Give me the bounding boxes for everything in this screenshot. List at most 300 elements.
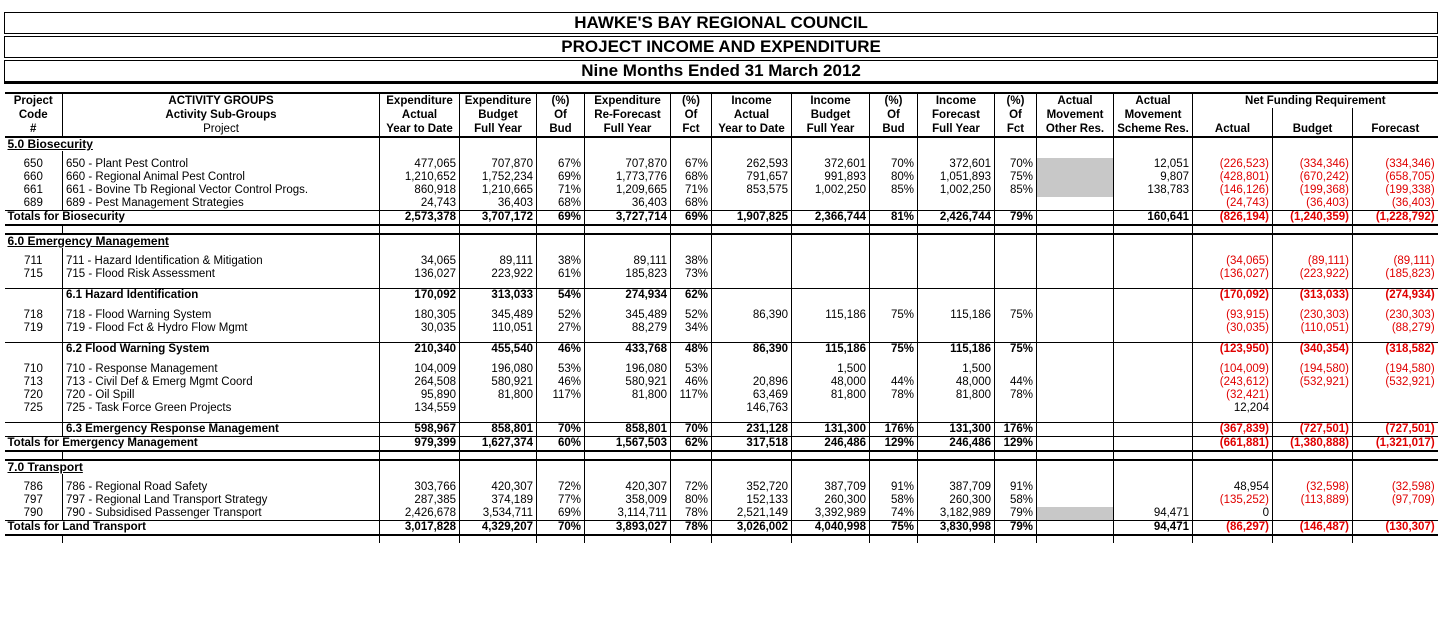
spacer-cell — [5, 281, 63, 289]
value-cell — [1037, 171, 1114, 184]
spacer-cell — [870, 248, 918, 255]
header-cell-exp_budget: Budget — [460, 108, 537, 122]
value-cell: 24,743 — [380, 197, 460, 211]
section-blank — [585, 234, 671, 248]
value-cell: (199,368) — [1273, 184, 1353, 197]
value-cell: 78% — [671, 521, 712, 536]
spacer-cell — [460, 281, 537, 289]
spacer-cell — [1114, 302, 1193, 309]
value-cell: (194,580) — [1353, 363, 1438, 376]
spacer-cell — [671, 415, 712, 423]
value-cell: 67% — [671, 158, 712, 171]
header-cell-inc_actual: Year to Date — [712, 122, 792, 137]
value-cell: (97,709) — [1353, 494, 1438, 507]
value-cell: (136,027) — [1193, 268, 1273, 281]
value-cell: (367,839) — [1193, 423, 1273, 437]
value-cell: 3,026,002 — [712, 521, 792, 536]
spacer-cell — [1353, 535, 1438, 543]
section-blank — [460, 234, 537, 248]
spacer-cell — [380, 302, 460, 309]
spacer-cell — [1037, 415, 1114, 423]
spacer-cell — [380, 356, 460, 363]
value-cell: 260,300 — [918, 494, 995, 507]
spacer-cell — [1114, 535, 1193, 543]
spacer-cell — [1037, 451, 1114, 460]
row-name: 786 - Regional Road Safety — [63, 481, 380, 494]
row-name: 650 - Plant Pest Control — [63, 158, 380, 171]
value-cell: 69% — [537, 211, 585, 226]
value-cell — [1037, 158, 1114, 171]
header-cell-ipct_fct: Of — [995, 108, 1037, 122]
value-cell: 598,967 — [380, 423, 460, 437]
spacer-cell — [1114, 356, 1193, 363]
spacer-cell — [918, 535, 995, 543]
section-blank — [671, 234, 712, 248]
value-cell: 420,307 — [460, 481, 537, 494]
section-blank — [585, 137, 671, 151]
spacer-cell — [1114, 225, 1193, 234]
spacer-cell — [5, 248, 63, 255]
header-cell-activity: Activity Sub-Groups — [63, 108, 380, 122]
spacer-cell — [870, 451, 918, 460]
value-cell: 1,209,665 — [585, 184, 671, 197]
spacer-cell — [1193, 451, 1273, 460]
spacer-cell — [1037, 225, 1114, 234]
value-cell: 420,307 — [585, 481, 671, 494]
value-cell: 60% — [537, 437, 585, 452]
spacer-cell — [460, 248, 537, 255]
spacer-cell — [1273, 474, 1353, 481]
value-cell: 287,385 — [380, 494, 460, 507]
value-cell — [995, 322, 1037, 335]
spacer-row — [5, 281, 1438, 289]
value-cell — [1037, 309, 1114, 322]
spacer-cell — [1037, 535, 1114, 543]
spacer-cell — [1193, 415, 1273, 423]
spacer-cell — [380, 151, 460, 158]
row-name: 725 - Task Force Green Projects — [63, 402, 380, 415]
value-cell: (123,950) — [1193, 343, 1273, 357]
section-blank — [380, 137, 460, 151]
value-cell: 176% — [995, 423, 1037, 437]
section-label: 6.0 Emergency Management — [5, 234, 380, 248]
value-cell: 580,921 — [460, 376, 537, 389]
header-cell-exp_actual: Expenditure — [380, 93, 460, 108]
spacer-cell — [585, 248, 671, 255]
value-cell: (243,612) — [1193, 376, 1273, 389]
spacer-cell — [1273, 335, 1353, 343]
value-cell — [1114, 376, 1193, 389]
header-cell-inc_actual: Actual — [712, 108, 792, 122]
value-cell: (223,922) — [1273, 268, 1353, 281]
value-cell — [712, 322, 792, 335]
project-code: 661 — [23, 184, 43, 196]
table-row — [5, 197, 1438, 211]
project-code: 713 — [23, 376, 43, 388]
row-name: 719 - Flood Fct & Hydro Flow Mgmt — [63, 322, 380, 335]
value-cell: 69% — [671, 211, 712, 226]
value-cell — [1037, 255, 1114, 268]
value-cell: (130,307) — [1353, 521, 1438, 536]
project-code: 650 — [23, 158, 43, 170]
section-blank — [870, 234, 918, 248]
value-cell: 46% — [537, 376, 585, 389]
spacer-cell — [1114, 281, 1193, 289]
spacer-cell — [918, 356, 995, 363]
spacer-row — [5, 225, 1438, 234]
row-name: 6.1 Hazard Identification — [63, 289, 380, 303]
header-cell-code: Code — [18, 109, 48, 121]
value-cell — [1037, 184, 1114, 197]
spacer-cell — [537, 151, 585, 158]
section-blank — [1193, 234, 1273, 248]
value-cell: 69% — [537, 507, 585, 521]
value-cell: 12,204 — [1193, 402, 1273, 415]
header-cell-inc_fcst: Full Year — [918, 122, 995, 137]
value-cell — [1037, 289, 1114, 303]
value-cell: 52% — [537, 309, 585, 322]
value-cell: (199,338) — [1353, 184, 1438, 197]
value-cell: 131,300 — [792, 423, 870, 437]
spacer-cell — [1353, 415, 1438, 423]
spacer-cell — [995, 335, 1037, 343]
value-cell — [995, 363, 1037, 376]
value-cell: 110,051 — [460, 322, 537, 335]
value-cell — [870, 363, 918, 376]
value-cell: 858,801 — [460, 423, 537, 437]
row-name: 797 - Regional Land Transport Strategy — [63, 494, 380, 507]
spacer-cell — [712, 535, 792, 543]
value-cell — [792, 402, 870, 415]
value-cell — [712, 255, 792, 268]
value-cell: 991,893 — [792, 171, 870, 184]
spacer-cell — [792, 225, 870, 234]
value-cell: 853,575 — [712, 184, 792, 197]
value-cell — [1037, 402, 1114, 415]
row-name: 710 - Response Management — [63, 363, 380, 376]
spacer-cell — [1193, 356, 1273, 363]
value-cell: 68% — [671, 171, 712, 184]
value-cell: 1,567,503 — [585, 437, 671, 452]
spacer-cell — [537, 225, 585, 234]
spacer-cell — [918, 248, 995, 255]
value-cell: (104,009) — [1193, 363, 1273, 376]
spacer-cell — [537, 302, 585, 309]
spacer-cell — [585, 225, 671, 234]
value-cell — [1114, 322, 1193, 335]
spacer-cell — [1193, 335, 1273, 343]
totals-row — [5, 437, 1438, 452]
spacer-cell — [1353, 281, 1438, 289]
section-blank — [995, 234, 1037, 248]
project-code: 725 — [23, 402, 43, 414]
value-cell: 129% — [870, 437, 918, 452]
report-org: HAWKE'S BAY REGIONAL COUNCIL — [5, 13, 1438, 34]
value-cell: 160,641 — [1114, 211, 1193, 226]
spacer-cell — [585, 535, 671, 543]
value-cell — [1114, 402, 1193, 415]
table-row — [5, 494, 1438, 507]
value-cell: 80% — [671, 494, 712, 507]
spacer-cell — [63, 248, 380, 255]
spacer-cell — [792, 248, 870, 255]
spacer-cell — [460, 335, 537, 343]
value-cell: 176% — [870, 423, 918, 437]
value-cell: 2,573,378 — [380, 211, 460, 226]
spacer-cell — [5, 451, 63, 460]
value-cell: (36,403) — [1353, 197, 1438, 211]
spacer-cell — [460, 451, 537, 460]
value-cell: 1,773,776 — [585, 171, 671, 184]
value-cell: (32,421) — [1193, 389, 1273, 402]
section-blank — [585, 460, 671, 474]
spacer-cell — [870, 474, 918, 481]
header-cell-mov_other: Other Res. — [1037, 122, 1114, 137]
project-code — [5, 343, 63, 357]
header-cell-ipct_bud: Bud — [870, 122, 918, 137]
value-cell: (170,092) — [1193, 289, 1273, 303]
spacer-cell — [537, 415, 585, 423]
value-cell: 3,017,828 — [380, 521, 460, 536]
value-cell: 262,593 — [712, 158, 792, 171]
value-cell — [1037, 423, 1114, 437]
header-cell-mov_scheme: Scheme Res. — [1114, 122, 1193, 137]
value-cell — [918, 289, 995, 303]
spacer-cell — [995, 248, 1037, 255]
value-cell: 9,807 — [1114, 171, 1193, 184]
section-blank — [1037, 137, 1114, 151]
spacer-cell — [380, 225, 460, 234]
value-cell: 46% — [537, 343, 585, 357]
value-cell: 4,329,207 — [460, 521, 537, 536]
spacer-cell — [63, 474, 380, 481]
header-cell-inc_fcst: Forecast — [918, 108, 995, 122]
value-cell: (318,582) — [1353, 343, 1438, 357]
subtotal-row — [5, 423, 1438, 437]
value-cell — [1037, 343, 1114, 357]
value-cell: 70% — [870, 158, 918, 171]
value-cell: 231,128 — [712, 423, 792, 437]
header-cell-activity: ACTIVITY GROUPS — [63, 93, 380, 108]
value-cell — [1037, 211, 1114, 226]
value-cell: (32,598) — [1273, 481, 1353, 494]
value-cell: 210,340 — [380, 343, 460, 357]
spacer-cell — [792, 474, 870, 481]
value-cell — [1037, 481, 1114, 494]
spacer-cell — [712, 225, 792, 234]
table-row — [5, 507, 1438, 521]
spacer-cell — [1193, 225, 1273, 234]
spacer-cell — [792, 535, 870, 543]
value-cell: 246,486 — [792, 437, 870, 452]
value-cell: 580,921 — [585, 376, 671, 389]
spacer-cell — [918, 302, 995, 309]
spacer-cell — [585, 356, 671, 363]
spacer-row — [5, 335, 1438, 343]
header-cell-pct_bud: Of — [537, 108, 585, 122]
value-cell: 117% — [537, 389, 585, 402]
value-cell: 67% — [537, 158, 585, 171]
value-cell — [1273, 402, 1353, 415]
spacer-cell — [712, 302, 792, 309]
value-cell — [918, 322, 995, 335]
value-cell: 91% — [870, 481, 918, 494]
value-cell: 4,040,998 — [792, 521, 870, 536]
spacer-cell — [1037, 474, 1114, 481]
header-net-funding: Net Funding Requirement — [1193, 93, 1438, 108]
header-cell-inc_budget: Full Year — [792, 122, 870, 137]
header-cell-pct_fct: Of — [671, 108, 712, 122]
spacer-cell — [1037, 248, 1114, 255]
section-blank — [460, 137, 537, 151]
value-cell: 477,065 — [380, 158, 460, 171]
value-cell — [792, 197, 870, 211]
header-blank — [1353, 108, 1438, 122]
value-cell — [1114, 423, 1193, 437]
value-cell: 71% — [671, 184, 712, 197]
spacer-cell — [460, 151, 537, 158]
value-cell: 707,870 — [585, 158, 671, 171]
section-blank — [712, 234, 792, 248]
value-cell: 77% — [537, 494, 585, 507]
value-cell: 78% — [995, 389, 1037, 402]
section-blank — [1114, 137, 1193, 151]
value-cell: 75% — [870, 343, 918, 357]
spacer-cell — [792, 151, 870, 158]
spacer-cell — [1114, 248, 1193, 255]
spacer-cell — [585, 302, 671, 309]
value-cell: (826,194) — [1193, 211, 1273, 226]
spacer-cell — [671, 302, 712, 309]
value-cell: 115,186 — [792, 343, 870, 357]
value-cell: 185,823 — [585, 268, 671, 281]
value-cell: 46% — [671, 376, 712, 389]
value-cell: (1,380,888) — [1273, 437, 1353, 452]
section-blank — [1353, 137, 1438, 151]
value-cell — [870, 289, 918, 303]
spacer-cell — [995, 451, 1037, 460]
value-cell: (89,111) — [1353, 255, 1438, 268]
value-cell: 303,766 — [380, 481, 460, 494]
value-cell — [1114, 197, 1193, 211]
value-cell: (230,303) — [1353, 309, 1438, 322]
spacer-cell — [5, 302, 63, 309]
section-label: 7.0 Transport — [5, 460, 380, 474]
section-blank — [537, 137, 585, 151]
value-cell: 858,801 — [585, 423, 671, 437]
value-cell: (32,598) — [1353, 481, 1438, 494]
spacer-cell — [1273, 281, 1353, 289]
value-cell — [1037, 507, 1114, 521]
value-cell: (226,523) — [1193, 158, 1273, 171]
value-cell: 3,534,711 — [460, 507, 537, 521]
spacer-cell — [5, 335, 63, 343]
spacer-cell — [712, 281, 792, 289]
spacer-cell — [792, 302, 870, 309]
spacer-cell — [1353, 335, 1438, 343]
spacer-cell — [585, 451, 671, 460]
spacer-cell — [1037, 302, 1114, 309]
value-cell: 48,954 — [1193, 481, 1273, 494]
value-cell: 94,471 — [1114, 521, 1193, 536]
section-blank — [792, 234, 870, 248]
spacer-cell — [380, 335, 460, 343]
table-row — [5, 376, 1438, 389]
spacer-cell — [1273, 151, 1353, 158]
totals-row — [5, 211, 1438, 226]
spacer-row — [5, 474, 1438, 481]
report-period: Nine Months Ended 31 March 2012 — [5, 61, 1438, 83]
value-cell: (146,126) — [1193, 184, 1273, 197]
value-cell — [712, 289, 792, 303]
value-cell — [870, 197, 918, 211]
spacer-row — [5, 248, 1438, 255]
spacer-cell — [63, 535, 380, 543]
value-cell: 48% — [671, 343, 712, 357]
value-cell: 0 — [1193, 507, 1273, 521]
section-blank — [537, 460, 585, 474]
spacer-cell — [585, 151, 671, 158]
spacer-cell — [1273, 225, 1353, 234]
value-cell: (1,240,359) — [1273, 211, 1353, 226]
value-cell: 313,033 — [460, 289, 537, 303]
section-label: 5.0 Biosecurity — [5, 137, 380, 151]
section-blank — [1273, 460, 1353, 474]
section-blank — [870, 460, 918, 474]
subtotal-row — [5, 289, 1438, 303]
report-title: PROJECT INCOME AND EXPENDITURE — [5, 37, 1438, 58]
header-cell-pct_fct: Fct — [671, 122, 712, 137]
value-cell: (334,346) — [1273, 158, 1353, 171]
spacer-cell — [1193, 535, 1273, 543]
value-cell: 79% — [995, 507, 1037, 521]
spacer-cell — [63, 451, 380, 460]
value-cell: 44% — [995, 376, 1037, 389]
spacer-cell — [995, 302, 1037, 309]
table-row — [5, 268, 1438, 281]
spacer-cell — [537, 451, 585, 460]
value-cell: 3,830,998 — [918, 521, 995, 536]
value-cell — [585, 402, 671, 415]
project-code: 786 — [23, 481, 43, 493]
spacer-row — [5, 451, 1438, 460]
value-cell — [712, 268, 792, 281]
header-cell-code: # — [30, 123, 37, 135]
value-cell — [1114, 289, 1193, 303]
value-cell: 129% — [995, 437, 1037, 452]
value-cell — [1037, 437, 1114, 452]
value-cell: (727,501) — [1273, 423, 1353, 437]
section-blank — [1273, 137, 1353, 151]
value-cell — [918, 255, 995, 268]
header-row — [5, 122, 1438, 137]
header-cell-mov_other: Actual — [1037, 93, 1114, 108]
value-cell: 3,182,989 — [918, 507, 995, 521]
value-cell: 352,720 — [712, 481, 792, 494]
value-cell: 36,403 — [460, 197, 537, 211]
value-cell: 117% — [671, 389, 712, 402]
header-cell-mov_scheme: Actual — [1114, 93, 1193, 108]
spacer-cell — [63, 356, 380, 363]
header-nfr-forecast: Forecast — [1353, 122, 1438, 137]
value-cell: 81% — [870, 211, 918, 226]
value-cell: 61% — [537, 268, 585, 281]
section-blank — [1114, 460, 1193, 474]
spacer-cell — [460, 535, 537, 543]
row-name: 6.3 Emergency Response Management — [63, 423, 380, 437]
section-blank — [1353, 234, 1438, 248]
value-cell — [918, 197, 995, 211]
